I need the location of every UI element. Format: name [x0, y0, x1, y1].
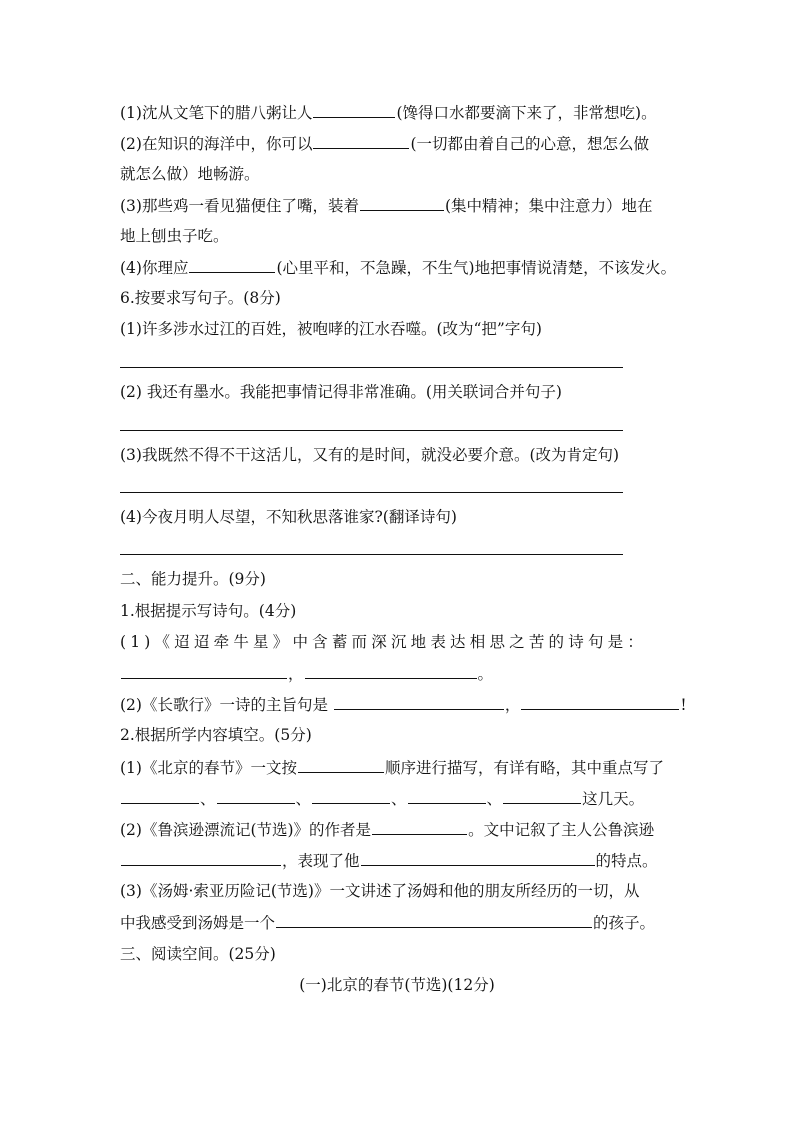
comma: ，: [504, 696, 521, 714]
section-2-title: 二、能力提升。(9分): [120, 570, 266, 588]
fill-question-2-cont: [120, 849, 658, 872]
idiom-question-4: [120, 256, 676, 279]
section-3-title: 三、阅读空间。(25分): [120, 945, 276, 963]
fill-question-3-cont: [120, 911, 655, 934]
fill-q3-text-c: 的孩子。: [593, 914, 656, 932]
q6-item-2: (2) 我还有墨水。我能把事情记得非常准确。(用关联词合并句子): [120, 383, 562, 401]
poem-question-1: (1)《迢迢牵牛星》中含蓄而深沉地表达相思之苦的诗句是：: [120, 633, 648, 651]
answer-blank[interactable]: [217, 787, 295, 804]
idiom-q1-text-a: (1)沈从文笔下的腊八粥让人: [120, 104, 313, 122]
fill-q3-text-b: 中我感受到汤姆是一个: [120, 914, 276, 932]
answer-blank[interactable]: [372, 818, 467, 835]
idiom-question-2-cont: [120, 163, 260, 185]
reading-passage-title: (一)北京的春节(节选)(12分): [299, 976, 495, 994]
q6-title: 6.按要求写句子。(8分): [120, 289, 281, 307]
answer-blank[interactable]: [521, 693, 679, 710]
idiom-q4-text-a: (4)你理应: [120, 259, 189, 277]
poem-q2-text: (2)《长歌行》一诗的主旨句是: [120, 696, 328, 714]
fill-q2-text-b: 。文中记叙了主人公鲁滨逊: [468, 821, 655, 839]
answer-blank[interactable]: [298, 756, 384, 773]
fill-q2-text-a: (2)《鲁滨逊漂流记(节选)》的作者是: [120, 821, 372, 839]
answer-blank[interactable]: [121, 662, 287, 679]
fill-question-1: [120, 756, 664, 779]
idiom-question-2: [120, 132, 649, 155]
poem-question-2: [120, 693, 687, 716]
q6-item-4: (4)今夜月明人尽望，不知秋思落谁家?(翻译诗句): [120, 508, 457, 526]
answer-blank[interactable]: [313, 101, 395, 118]
answer-line[interactable]: [120, 554, 623, 555]
answer-blank[interactable]: [121, 849, 281, 866]
fill-q2-text-c: ，表现了他: [282, 852, 360, 870]
fill-q1-text-a: (1)《北京的春节》一文按: [120, 759, 297, 777]
section-2-part-2-title: 2.根据所学内容填空。(5分): [120, 726, 312, 744]
answer-blank[interactable]: [361, 849, 595, 866]
fill-q2-text-d: 的特点。: [595, 852, 658, 870]
answer-blank[interactable]: [408, 787, 486, 804]
answer-blank[interactable]: [334, 693, 504, 710]
fill-q1-end: 这几天。: [582, 790, 645, 808]
idiom-q1-text-b: (馋得口水都要滴下来了，非常想吃)。: [396, 104, 657, 122]
q6-item-1: (1)许多涉水过江的百姓，被咆哮的江水吞噬。(改为“把”字句): [120, 320, 542, 338]
fill-q1-text-b: 顺序进行描写，有详有略，其中重点写了: [384, 759, 664, 777]
answer-blank[interactable]: [360, 194, 444, 211]
answer-line[interactable]: [120, 367, 623, 368]
answer-line[interactable]: [120, 430, 623, 431]
idiom-q3-text-b: (集中精神；集中注意力）地在: [444, 197, 653, 215]
answer-blank[interactable]: [189, 256, 275, 273]
q6-item-3: (3)我既然不得不干这活儿，又有的是时间，就没必要介意。(改为肯定句): [120, 446, 620, 464]
comma: ，: [288, 665, 304, 683]
answer-blank[interactable]: [313, 132, 409, 149]
idiom-q2-text-a: (2)在知识的海洋中，你可以: [120, 135, 313, 153]
idiom-q2-text-b: (一切都由着自己的心意，想怎么做: [410, 135, 650, 153]
separator: 、: [486, 790, 503, 808]
period: 。: [477, 665, 494, 683]
idiom-q3-text-c: 地上刨虫子吃。: [120, 227, 229, 245]
idiom-q2-text-c: 就怎么做）地畅游。: [120, 165, 260, 183]
idiom-question-1: [120, 101, 657, 124]
answer-line[interactable]: [120, 492, 623, 493]
idiom-q4-text-b: (心里平和，不急躁，不生气)地把事情说清楚，不该发火。: [276, 259, 677, 277]
answer-blank[interactable]: [121, 787, 199, 804]
exclamation: !: [680, 696, 687, 714]
separator: 、: [391, 790, 407, 808]
answer-blank[interactable]: [276, 911, 592, 928]
answer-blank[interactable]: [312, 787, 390, 804]
idiom-question-3-cont: [120, 225, 229, 247]
answer-blank[interactable]: [305, 662, 477, 679]
idiom-q3-text-a: (3)那些鸡一看见猫便住了嘴，装着: [120, 197, 359, 215]
fill-question-3: (3)《汤姆·索亚历险记(节选)》一文讲述了汤姆和他的朋友所经历的一切，从: [120, 882, 640, 900]
fill-question-2: [120, 818, 654, 841]
poem-question-1-answers: [120, 662, 493, 685]
separator: 、: [295, 790, 312, 808]
separator: 、: [200, 790, 216, 808]
answer-blank[interactable]: [503, 787, 581, 804]
idiom-question-3: [120, 194, 653, 217]
section-2-part-1-title: 1.根据提示写诗句。(4分): [120, 602, 297, 620]
fill-question-1-blanks: [120, 787, 644, 810]
